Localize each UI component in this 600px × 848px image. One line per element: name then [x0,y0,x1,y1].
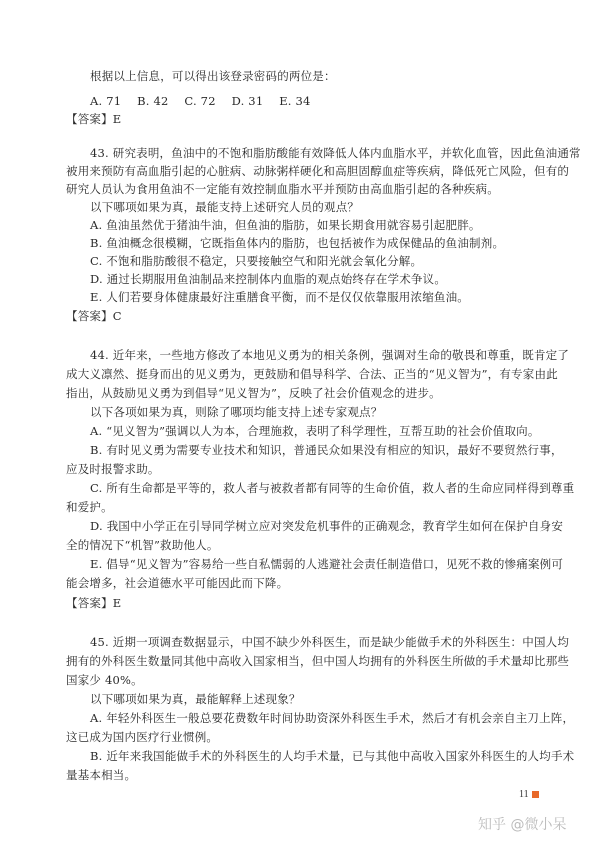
q42-answer: 【答案】E [66,112,122,126]
q43-answer: 【答案】C [66,309,122,323]
q43-option-c: C. 不饱和脂肪酸很不稳定，只要接触空气和阳光就会氧化分解。 [90,254,423,268]
q44-option-d: D. 我国中小学正在引导同学树立应对突发危机事件的正确观念，教育学生如何在保护自身安 [90,519,564,533]
q42-option-a: A. 71 [90,94,122,108]
q44-option-c: C. 所有生命都是平等的，救人者与被救者都有同等的生命价值，救人者的生命应同样得到尊重 [90,481,575,495]
q45-line: 45. 近期一项调查数据显示，中国不缺少外科医生，而是缺少能做手术的外科医生：中国人均 [90,635,570,649]
q44-option-c-cont: 和爱护。 [66,500,113,514]
q43-question: 以下哪项如果为真，最能支持上述研究人员的观点？ [90,200,360,214]
q43-line: 研究人员认为食用鱼油不一定能有效控制血脂水平并预防由高血脂引起的各种疾病。 [66,182,499,196]
q45-option-b: B. 近年来我国能做手术的外科医生的人均手术量，已与其他中高收入国家外科医生的人均手术 [90,749,575,763]
q42-options [90,94,323,109]
q45-option-a: A. 年轻外科医生一般总要花费数年时间协助资深外科医生手术，然后才有机会亲自主刀上阵， [90,711,575,725]
q44-option-a: A. “见义智为”强调以人为本，合理施救，表明了科学理性，互帮互助的社会价值取向。 [90,424,540,438]
q45-option-b-cont: 量基本相当。 [66,768,137,782]
q44-question: 以下各项如果为真，则除了哪项均能支持上述专家观点？ [90,405,383,419]
q45-question: 以下哪项如果为真，最能解释上述现象？ [90,692,301,706]
q44-answer: 【答案】E [66,596,122,610]
q44-option-b-cont: 应及时报警求助。 [66,462,160,476]
q42-option-e: E. 34 [279,94,311,108]
q44-line: 44. 近年来，一些地方修改了本地见义勇为的相关条例，强调对生命的敬畏和尊重，既肯定了 [90,348,570,362]
q42-option-b: B. 42 [137,94,169,108]
q43-option-a: A. 鱼油虽然优于猪油牛油，但鱼油的脂肪，如果长期食用就容易引起肥胖。 [90,218,481,232]
zhihu-watermark: 知乎 @微小呆 [478,817,567,833]
page-marker-square [532,791,539,798]
page-number: 11 [519,789,529,800]
q43-line: 被用来预防有高血脂引起的心脏病、动脉粥样硬化和高胆固醇血症等疾病，降低死亡风险，但有的 [66,164,570,178]
q44-option-b: B. 有时见义勇为需要专业技术和知识，普通民众如果没有相应的知识，最好不要贸然行事， [90,443,563,457]
q44-line: 成大义凛然、挺身而出的见义勇为，更鼓励和倡导科学、合法、正当的“见义智为”，有专家由此 [66,367,558,381]
q43-option-d: D. 通过长期服用鱼油制品来控制体内血脂的观点始终存在学术争议。 [90,272,447,286]
q44-option-e-cont: 能会增多，社会道德水平可能因此而下降。 [66,576,289,590]
q42-option-d: D. 31 [231,94,264,108]
q45-line: 拥有的外科医生数量同其他中高收入国家相当，但中国人均拥有的外科医生所做的手术量却比那些 [66,654,570,668]
q44-line: 指出，从鼓励见义勇为到倡导“见义智为”，反映了社会价值观念的进步。 [66,386,441,400]
q44-option-d-cont: 全的情况下“机智”救助他人。 [66,538,219,552]
q44-option-e: E. 倡导“见义智为”容易给一些自私懦弱的人逃避社会责任制造借口，见死不救的惨痛案例可 [90,557,564,571]
q43-option-b: B. 鱼油概念很模糊，它既指鱼体内的脂肪，也包括被作为成保健品的鱼油制剂。 [90,236,505,250]
q43-option-e: E. 人们若要身体健康最好注重膳食平衡，而不是仅仅依靠服用浓缩鱼油。 [90,290,470,304]
q45-line: 国家少 40%。 [66,673,143,687]
q45-option-a-cont: 这已成为国内医疗行业惯例。 [66,730,219,744]
q42-stem: 根据以上信息，可以得出该登录密码的两位是： [90,69,336,83]
q43-line: 43. 研究表明，鱼油中的不饱和脂肪酸能有效降低人体内血脂水平，并软化血管，因此鱼油通常 [90,146,581,160]
q42-option-c: C. 72 [184,94,216,108]
